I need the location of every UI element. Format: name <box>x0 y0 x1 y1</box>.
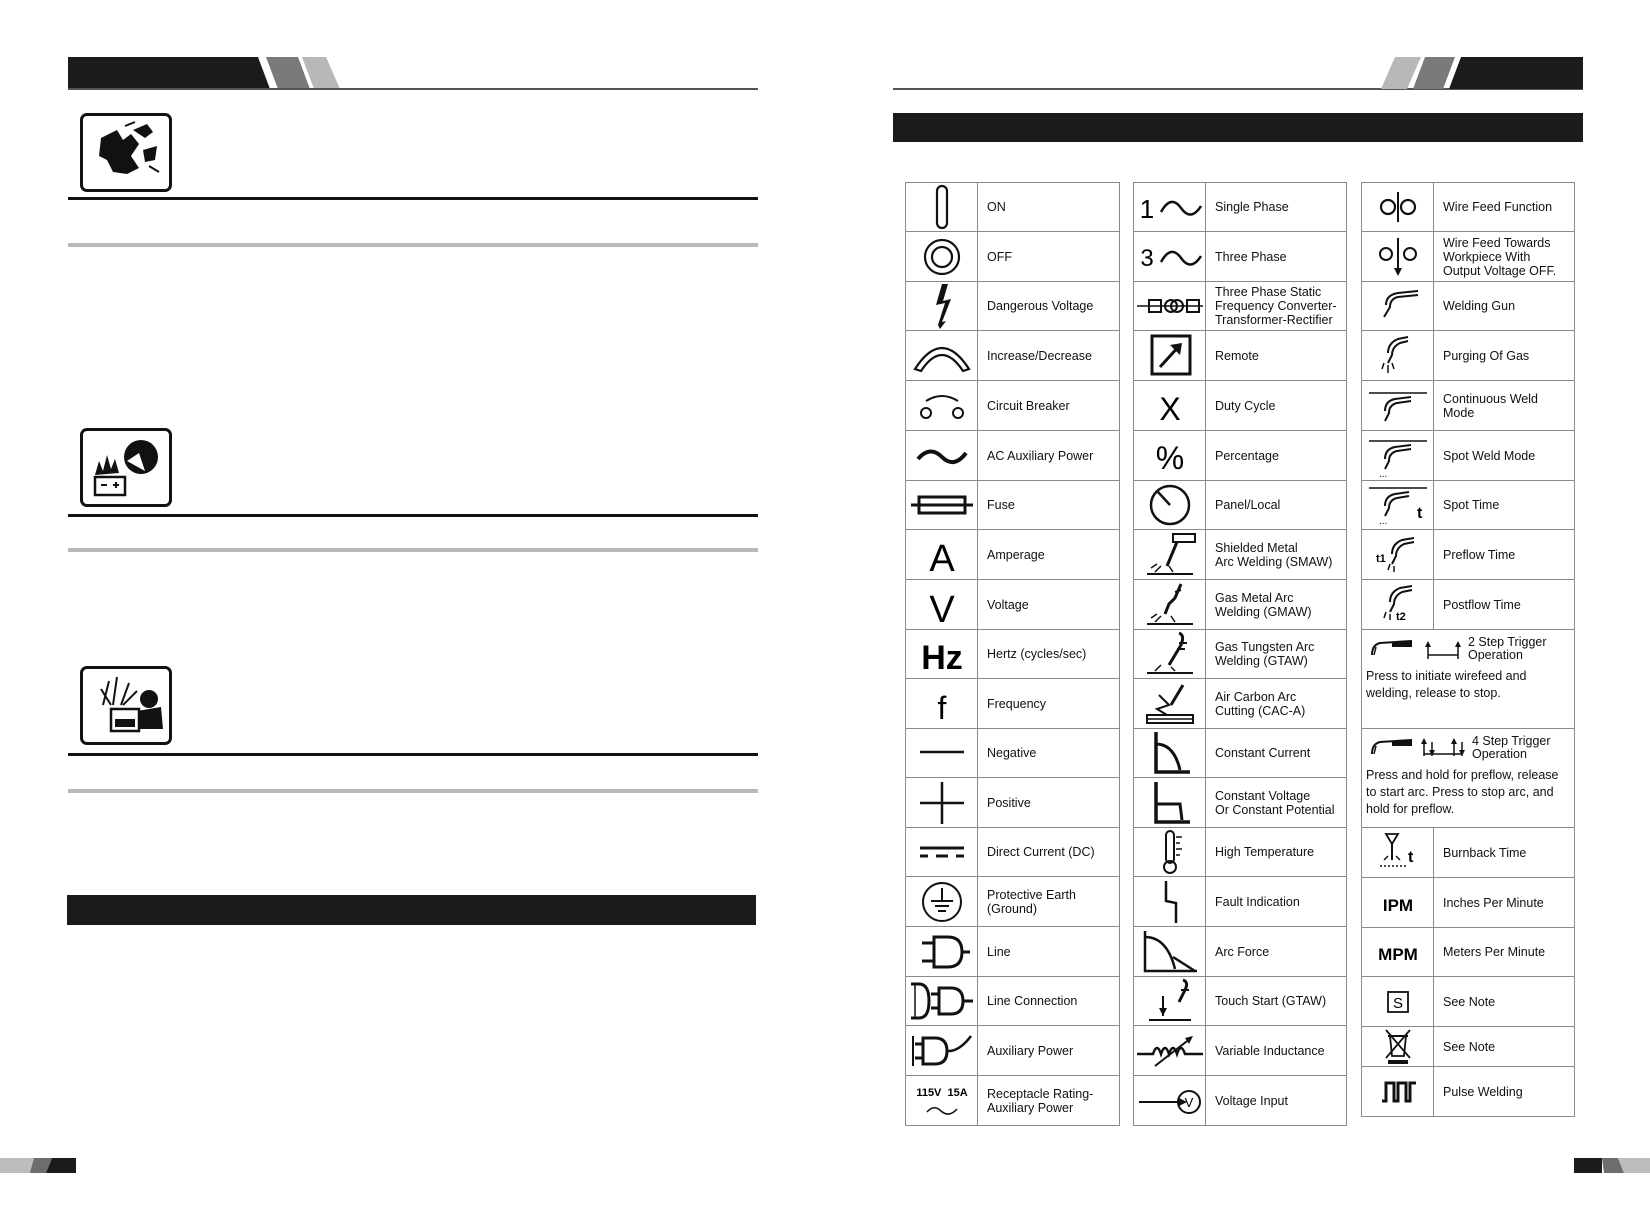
symbol-label: Remote <box>1206 331 1347 381</box>
table-row <box>906 977 1120 1026</box>
symbol-label: Receptacle Rating- Auxiliary Power <box>978 1076 1120 1126</box>
table-row <box>1362 331 1575 381</box>
three-phase-icon <box>1137 234 1203 280</box>
symbol-label: Touch Start (GTAW) <box>1206 977 1347 1026</box>
symbol-label: Constant Current <box>1206 729 1347 778</box>
hand-hazard-icon <box>80 113 172 192</box>
voltage-glyph: V <box>928 588 955 628</box>
symbol-label: Direct Current (DC) <box>978 828 1120 877</box>
symbol-label: Line Connection <box>978 977 1120 1026</box>
symbol-label: Line <box>978 927 1120 977</box>
table-row <box>1134 331 1347 381</box>
high-temperature-icon <box>1140 829 1200 875</box>
welding-gun-icon <box>1368 283 1428 329</box>
duty-cycle-glyph: X <box>1158 390 1181 427</box>
table-row <box>906 1026 1120 1076</box>
section-divider <box>68 753 758 756</box>
symbol-label: OFF <box>978 232 1120 282</box>
table-row <box>1134 381 1347 431</box>
table-row <box>1134 183 1347 232</box>
symbol-label: Voltage <box>978 580 1120 630</box>
symbol-label: Protective Earth (Ground) <box>978 877 1120 927</box>
symbol-label: Panel/Local <box>1206 481 1347 530</box>
table-row <box>1362 729 1575 828</box>
pulse-welding-icon <box>1368 1069 1428 1115</box>
spot-time-glyph: t <box>1416 505 1422 522</box>
ipm-icon <box>1365 880 1431 926</box>
wire-feed-icon <box>1368 184 1428 230</box>
circuit-breaker-icon <box>912 383 972 429</box>
table-row <box>1134 1026 1347 1076</box>
preflow-time-glyph: t1 <box>1375 552 1386 565</box>
table-row <box>1134 977 1347 1026</box>
symbol-label: Three Phase Static Frequency Converter- Transformer-Rectifier <box>1206 282 1347 331</box>
table-row <box>906 282 1120 331</box>
table-row <box>1362 630 1575 729</box>
symbol-label: AC Auxiliary Power <box>978 431 1120 481</box>
svg-text:...: ... <box>1378 468 1387 479</box>
table-row <box>906 877 1120 927</box>
symbol-label: See Note <box>1434 1027 1575 1067</box>
percentage-glyph: % <box>1155 439 1184 476</box>
left-footer-tab <box>0 1158 76 1173</box>
symbol-label: 2 Step Trigger Operation <box>1468 635 1547 662</box>
symbol-label: Voltage Input <box>1206 1076 1347 1126</box>
percentage-icon <box>1140 433 1200 479</box>
symbol-label: Spot Time <box>1434 481 1575 530</box>
table-row <box>1134 778 1347 828</box>
symbol-label: Fault Indication <box>1206 877 1347 927</box>
table-row <box>1362 928 1575 977</box>
single-phase-icon <box>1137 184 1203 230</box>
table-row <box>1134 729 1347 778</box>
panel-local-icon <box>1140 482 1200 528</box>
symbol-label: Postflow Time <box>1434 580 1575 630</box>
symbol-label: Increase/Decrease <box>978 331 1120 381</box>
table-row <box>1134 282 1347 331</box>
table-row <box>1134 927 1347 977</box>
table-row <box>1362 878 1575 928</box>
symbol-label: Dangerous Voltage <box>978 282 1120 331</box>
table-row <box>1134 431 1347 481</box>
symbol-label: Gas Tungsten Arc Welding (GTAW) <box>1206 630 1347 679</box>
battery-explosion-icon <box>80 428 172 507</box>
frequency-glyph: f <box>937 689 946 726</box>
symbol-label: Inches Per Minute <box>1434 878 1575 928</box>
symbol-label: High Temperature <box>1206 828 1347 877</box>
symbols-table-col1 <box>905 182 1120 1126</box>
see-note-s-icon <box>1368 979 1428 1025</box>
table-row <box>1134 1076 1347 1126</box>
symbol-label: Fuse <box>978 481 1120 530</box>
receptacle-rating-glyph: 115V 15A <box>915 1086 968 1099</box>
smaw-icon <box>1137 532 1203 578</box>
symbol-label: Positive <box>978 778 1120 828</box>
symbol-label: Pulse Welding <box>1434 1067 1575 1117</box>
symbol-label: Wire Feed Towards Workpiece With Output Voltage OFF. <box>1434 232 1575 282</box>
auxiliary-power-icon <box>909 1028 975 1074</box>
symbol-label: ON <box>978 183 1120 232</box>
constant-voltage-icon <box>1140 780 1200 826</box>
gray-divider <box>68 789 758 793</box>
symbol-label: Welding Gun <box>1434 282 1575 331</box>
fuse-icon <box>909 482 975 528</box>
gtaw-icon <box>1137 631 1203 677</box>
line-connection-icon <box>909 978 975 1024</box>
symbol-label: Amperage <box>978 530 1120 580</box>
symbol-label: Gas Metal Arc Welding (GMAW) <box>1206 580 1347 630</box>
table-row <box>906 580 1120 630</box>
table-row <box>1362 481 1575 530</box>
negative-icon <box>912 730 972 776</box>
off-icon <box>912 234 972 280</box>
table-row <box>906 481 1120 530</box>
continuous-weld-icon <box>1365 383 1431 429</box>
spot-time-icon <box>1365 482 1431 528</box>
table-row <box>906 630 1120 679</box>
direct-current-icon <box>912 829 972 875</box>
symbol-label: Shielded Metal Arc Welding (SMAW) <box>1206 530 1347 580</box>
right-header-tab <box>893 57 1583 91</box>
table-row <box>1134 580 1347 630</box>
table-row <box>1362 381 1575 431</box>
trigger-description: Press and hold for preflow, release to start arc. Press to stop arc, and hold for preflow. <box>1366 768 1559 816</box>
table-row <box>1134 481 1347 530</box>
table-row <box>906 183 1120 232</box>
table-row <box>1134 530 1347 580</box>
table-row <box>1362 232 1575 282</box>
variable-inductance-icon <box>1135 1028 1205 1074</box>
symbol-label: Preflow Time <box>1434 530 1575 580</box>
mpm-glyph: MPM <box>1377 945 1418 964</box>
trigger-description: Press to initiate wirefeed and welding, release to stop. <box>1366 669 1527 700</box>
2-step-trigger-icon <box>1362 633 1466 665</box>
arc-force-icon <box>1137 929 1203 975</box>
amperage-glyph: A <box>928 537 955 578</box>
receptacle-rating-icon <box>909 1078 975 1124</box>
right-header <box>893 57 1583 91</box>
symbol-label: Burnback Time <box>1434 828 1575 878</box>
symbol-label: Percentage <box>1206 431 1347 481</box>
frequency-converter-icon <box>1135 283 1205 329</box>
wire-feed-toward-icon <box>1368 234 1428 280</box>
table-row <box>1134 828 1347 877</box>
ac-auxiliary-power-icon <box>912 433 972 479</box>
section-heading-bar <box>67 895 756 925</box>
symbol-label: Frequency <box>978 679 1120 729</box>
postflow-time-icon <box>1368 582 1428 628</box>
frequency-icon <box>912 681 972 727</box>
table-row <box>906 828 1120 877</box>
table-row <box>1362 1067 1575 1117</box>
positive-icon <box>912 780 972 826</box>
table-row <box>1362 580 1575 630</box>
symbol-label: Air Carbon Arc Cutting (CAC-A) <box>1206 679 1347 729</box>
table-row <box>906 1076 1120 1126</box>
ipm-glyph: IPM <box>1382 895 1413 915</box>
table-row <box>1362 1027 1575 1067</box>
table-row <box>906 927 1120 977</box>
symbol-label: Auxiliary Power <box>978 1026 1120 1076</box>
symbol-label: Three Phase <box>1206 232 1347 282</box>
table-row <box>1134 630 1347 679</box>
symbols-table-col2 <box>1133 182 1347 1126</box>
burnback-time-icon <box>1368 830 1428 876</box>
hertz-icon <box>912 631 972 677</box>
single-phase-glyph: 1 <box>1139 194 1154 224</box>
see-note-bin-icon <box>1368 1028 1428 1066</box>
symbol-label: See Note <box>1434 977 1575 1027</box>
duty-cycle-icon <box>1140 383 1200 429</box>
symbol-label: Variable Inductance <box>1206 1026 1347 1076</box>
symbol-label: Constant Voltage Or Constant Potential <box>1206 778 1347 828</box>
symbols-heading-bar <box>893 113 1583 142</box>
remote-icon <box>1140 333 1200 379</box>
symbol-label: 4 Step Trigger Operation <box>1472 734 1551 761</box>
burnback-time-glyph: t <box>1407 848 1413 866</box>
symbol-label: Continuous Weld Mode <box>1434 381 1575 431</box>
purging-gas-icon <box>1368 333 1428 379</box>
voltage-input-icon <box>1137 1078 1203 1124</box>
dangerous-voltage-icon <box>912 283 972 329</box>
4-step-trigger-icon <box>1362 732 1470 764</box>
table-row <box>906 381 1120 431</box>
protective-earth-icon <box>912 879 972 925</box>
voltage-icon <box>912 582 972 628</box>
table-row <box>1362 282 1575 331</box>
spot-weld-icon <box>1365 433 1431 479</box>
three-phase-glyph: 3 <box>1139 244 1154 272</box>
see-note-glyph: S <box>1392 994 1403 1012</box>
table-row <box>906 431 1120 481</box>
fault-indication-icon <box>1140 879 1200 925</box>
gray-divider <box>68 548 758 552</box>
symbol-label: Single Phase <box>1206 183 1347 232</box>
symbol-label: Wire Feed Function <box>1434 183 1575 232</box>
cac-a-icon <box>1137 681 1203 727</box>
section-divider <box>68 197 758 200</box>
table-row <box>1362 828 1575 878</box>
right-footer-tab <box>1574 1158 1650 1173</box>
amperage-icon <box>912 532 972 578</box>
symbol-label: Arc Force <box>1206 927 1347 977</box>
table-row <box>1362 530 1575 580</box>
table-row <box>1362 977 1575 1027</box>
symbol-label: Meters Per Minute <box>1434 928 1575 977</box>
symbol-label: Negative <box>978 729 1120 778</box>
increase-decrease-icon <box>912 333 972 379</box>
table-row <box>906 530 1120 580</box>
voltage-input-glyph: V <box>1184 1094 1193 1110</box>
table-row <box>1362 431 1575 481</box>
section-divider <box>68 514 758 517</box>
symbol-label: Duty Cycle <box>1206 381 1347 431</box>
preflow-time-icon <box>1368 532 1428 578</box>
symbol-label: Circuit Breaker <box>978 381 1120 431</box>
table-row <box>1362 183 1575 232</box>
table-row <box>906 778 1120 828</box>
postflow-time-glyph: t2 <box>1395 610 1406 623</box>
on-icon <box>912 184 972 230</box>
table-row <box>906 679 1120 729</box>
gray-divider <box>68 243 758 247</box>
table-row <box>906 232 1120 282</box>
left-header-tab <box>68 57 758 91</box>
battery-acid-spray-icon <box>80 666 172 745</box>
table-row <box>1134 877 1347 927</box>
svg-text:...: ... <box>1378 516 1387 527</box>
left-header <box>68 57 758 91</box>
symbol-label: Purging Of Gas <box>1434 331 1575 381</box>
gmaw-icon <box>1137 582 1203 628</box>
symbols-table-col3 <box>1361 182 1575 1117</box>
table-row <box>1134 679 1347 729</box>
line-icon <box>912 929 972 975</box>
mpm-icon <box>1365 929 1431 975</box>
touch-start-icon <box>1137 978 1203 1024</box>
symbol-label: Hertz (cycles/sec) <box>978 630 1120 679</box>
table-row <box>906 331 1120 381</box>
table-row <box>906 729 1120 778</box>
symbol-label: Spot Weld Mode <box>1434 431 1575 481</box>
constant-current-icon <box>1140 730 1200 776</box>
table-row <box>1134 232 1347 282</box>
hertz-glyph: Hz <box>920 639 963 677</box>
